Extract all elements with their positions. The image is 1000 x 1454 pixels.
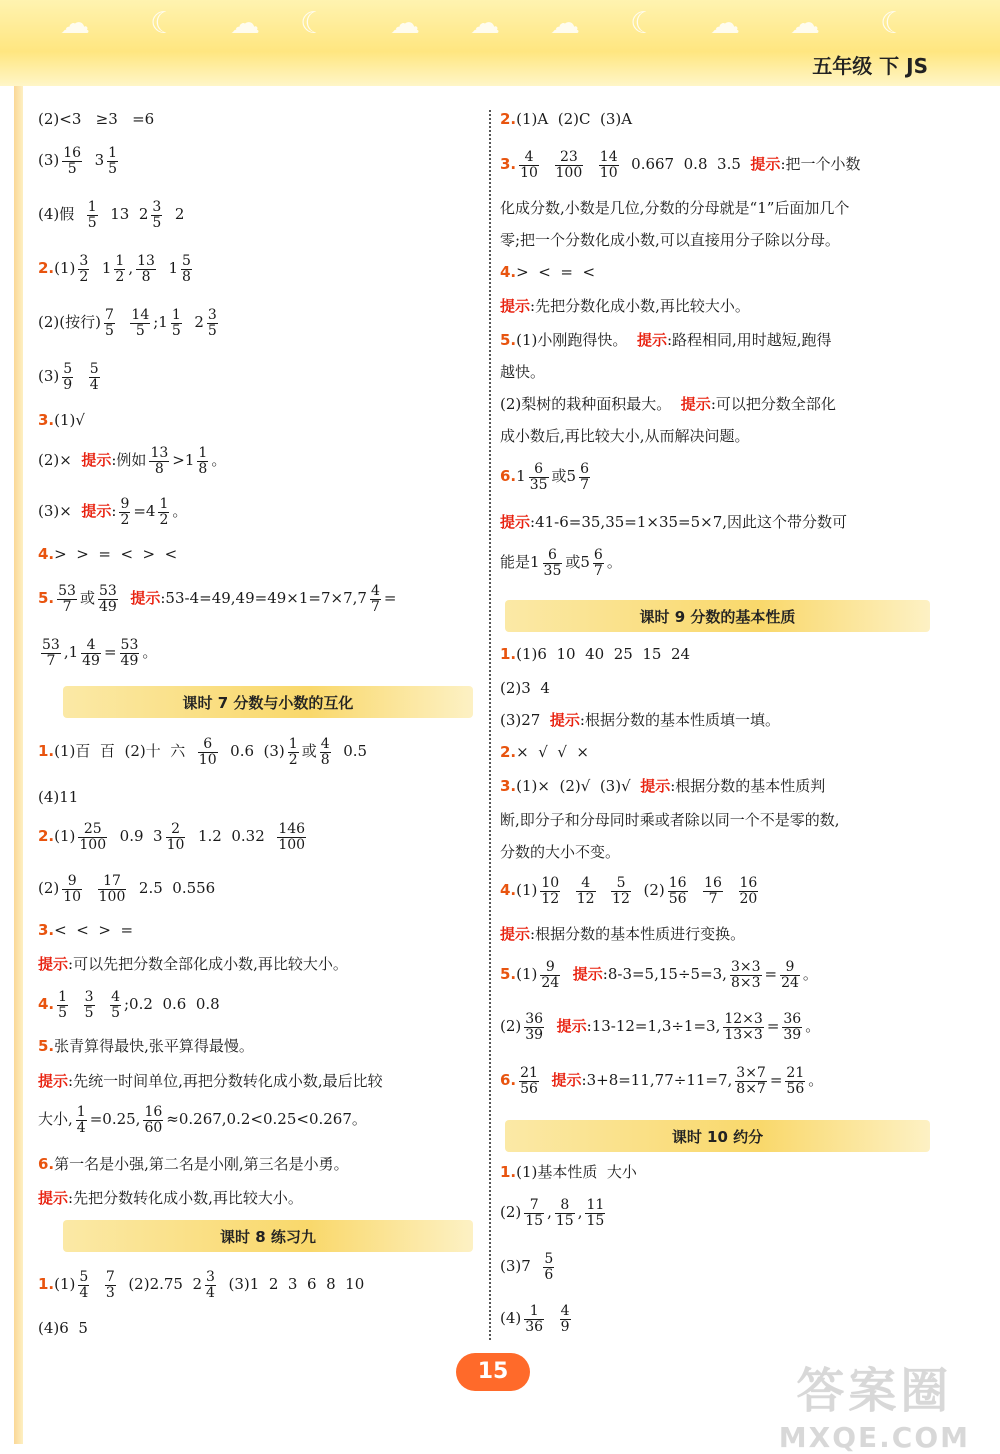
answer-line: (2) $\frac{36}{39}$ 提示:13-12=1,3÷1=3, $\frac{12\times 3}{13\times 3}$ = $\frac{36}{39}$ 。 bbox=[500, 1011, 821, 1043]
answer-line: (4)假 $\frac{1}{5}$ 13 2 $\frac{3}{5}$ 2 bbox=[38, 199, 185, 231]
answer-line: 4.(1) $\frac{10}{12}$ $\frac{4}{12}$ $\frac{5}{12}$ (2) $\frac{16}{56}$ $\frac{16}{7}$ $\frac{16}{20}$ bbox=[500, 875, 758, 907]
answer-line: 5.(1)小刚跑得快。 提示:路程相同,用时越短,跑得 bbox=[500, 331, 832, 349]
answer-line: 化成分数,小数是几位,分数的分母就是“1”后面加几个 bbox=[500, 199, 850, 217]
answer-line: 零;把一个分数化成小数,可以直接用分子除以分母。 bbox=[500, 231, 840, 249]
moon-icon: ☾ bbox=[150, 6, 177, 41]
answer-line: (2)梨树的栽种面积最大。 提示:可以把分数全部化 bbox=[500, 395, 836, 413]
answer-line: 6.1 $\frac{6}{35}$ 或5 $\frac{6}{7}$ bbox=[500, 461, 589, 493]
answer-line: 2.(1) $\frac{3}{2}$ 1 $\frac{1}{2}$ , $\frac{13}{8}$ 1 $\frac{5}{8}$ bbox=[38, 253, 191, 285]
answer-line: 6. $\frac{21}{56}$ 提示:3+8=11,77÷11=7, $\frac{3\times 7}{8\times 7}$ = $\frac{21}{56}$ 。 bbox=[500, 1065, 824, 1097]
answer-line: (3) $\frac{16}{5}$ 3 $\frac{1}{5}$ bbox=[38, 145, 118, 177]
answer-line: 5. $\frac{53}{7}$ 或 $\frac{53}{49}$ 提示:53-4=49,49=49×1=7×7,7 $\frac{4}{7}$ = bbox=[38, 583, 397, 615]
cloud-icon: ☁ bbox=[230, 6, 260, 41]
cloud-icon: ☁ bbox=[470, 6, 500, 41]
answer-line: 提示:41-6=35,35=1×35=5×7,因此这个带分数可 bbox=[500, 513, 848, 531]
answer-line: 能是1 $\frac{6}{35}$ 或5 $\frac{6}{7}$ 。 bbox=[500, 547, 622, 579]
answer-line: 提示:根据分数的基本性质进行变换。 bbox=[500, 925, 746, 943]
answer-line: 3.(1)√ bbox=[38, 411, 85, 429]
watermark bbox=[779, 1352, 970, 1454]
answer-line: (4)6 5 bbox=[38, 1319, 88, 1337]
answer-line: 2.(1) $\frac{25}{100}$ 0.9 3 $\frac{2}{10}$ 1.2 0.32 $\frac{146}{100}$ bbox=[38, 821, 306, 853]
answer-line: (2)× 提示:例如 $\frac{13}{8}$ >1 $\frac{1}{8}$ 。 bbox=[38, 445, 227, 477]
answer-line: 1.(1)基本性质 大小 bbox=[500, 1163, 637, 1181]
answer-line: 提示:先把分数转化成小数,再比较大小。 bbox=[38, 1189, 303, 1207]
answer-line: 6.第一名是小强,第二名是小刚,第三名是小勇。 bbox=[38, 1155, 349, 1173]
section-header: 课时 10 约分 bbox=[505, 1120, 930, 1152]
answer-line: 提示:先把分数化成小数,再比较大小。 bbox=[500, 297, 750, 315]
answer-line: 3.< < > = bbox=[38, 921, 134, 939]
answer-line: $\frac{53}{7}$ ,1 $\frac{4}{49}$ = $\frac{53}{49}$ 。 bbox=[42, 637, 158, 669]
answer-line: 4.> > = < > < bbox=[38, 545, 178, 563]
grade-label: 五年级 下 JS bbox=[812, 54, 928, 78]
watermark-logo: 答案圈 bbox=[796, 1363, 953, 1419]
answer-line: 2.× √ √ × bbox=[500, 743, 590, 761]
answer-line: (4) $\frac{1}{36}$ $\frac{4}{9}$ bbox=[500, 1303, 570, 1335]
answer-line: 成小数后,再比较大小,从而解决问题。 bbox=[500, 427, 750, 445]
answer-line: 3.(1)× (2)√ (3)√ 提示:根据分数的基本性质判 bbox=[500, 777, 826, 795]
answer-line: (4)11 bbox=[38, 788, 79, 806]
answer-line: 3. $\frac{4}{10}$ $\frac{23}{100}$ $\frac{14}{10}$ 0.667 0.8 3.5 提示:把一个小数 bbox=[500, 149, 861, 181]
answer-line: 4. $\frac{1}{5}$ $\frac{3}{5}$ $\frac{4}{5}$ ;0.2 0.6 0.8 bbox=[38, 989, 220, 1021]
cloud-icon: ☁ bbox=[790, 6, 820, 41]
cloud-icon: ☁ bbox=[390, 6, 420, 41]
page-number: 15 bbox=[456, 1353, 530, 1391]
answer-line: 越快。 bbox=[500, 363, 546, 381]
answer-line: (2)(按行) $\frac{7}{5}$ $\frac{14}{5}$ ;1 $\frac{1}{5}$ 2 $\frac{3}{5}$ bbox=[38, 307, 217, 339]
answer-line: (2)3 4 bbox=[500, 679, 550, 697]
answer-line: (3)× 提示: $\frac{9}{2}$ =4 $\frac{1}{2}$ 。 bbox=[38, 496, 188, 528]
cloud-icon: ☁ bbox=[60, 6, 90, 41]
answer-line: (2)<3 ≥3 =6 bbox=[38, 110, 155, 128]
answer-line: 1.(1)6 10 40 25 15 24 bbox=[500, 645, 691, 663]
answer-line: 5.(1) $\frac{9}{24}$ 提示:8-3=5,15÷5=3, $\frac{3\times 3}{8\times 3}$ = $\frac{9}{24}$ 。 bbox=[500, 959, 818, 991]
moon-icon: ☾ bbox=[630, 6, 657, 41]
answer-line: 提示:可以先把分数全部化成小数,再比较大小。 bbox=[38, 955, 348, 973]
answer-line: (2) $\frac{7}{15}$ , $\frac{8}{15}$ , $\frac{11}{15}$ bbox=[500, 1197, 605, 1229]
answer-line: 2.(1)A (2)C (3)A bbox=[500, 110, 633, 128]
page-edge bbox=[14, 0, 23, 1444]
answer-line: 1.(1) $\frac{5}{4}$ $\frac{7}{3}$ (2)2.75 2 $\frac{3}{4}$ (3)1 2 3 6 8 10 bbox=[38, 1269, 365, 1301]
section-header: 课时 7 分数与小数的互化 bbox=[63, 686, 473, 718]
moon-icon: ☾ bbox=[300, 6, 327, 41]
answer-line: (3)7 $\frac{5}{6}$ bbox=[500, 1251, 554, 1283]
column-divider bbox=[489, 110, 491, 1340]
answer-line: (3)27 提示:根据分数的基本性质填一填。 bbox=[500, 711, 780, 729]
answer-line: 分数的大小不变。 bbox=[500, 843, 621, 861]
answer-line: 大小, $\frac{1}{4}$ =0.25, $\frac{16}{60}$ ≈0.267,0.2<0.25<0.267。 bbox=[38, 1104, 367, 1136]
answer-line: 5.张青算得最快,张平算得最慢。 bbox=[38, 1037, 254, 1055]
cloud-icon: ☁ bbox=[550, 6, 580, 41]
answer-line: 提示:先统一时间单位,再把分数转化成小数,最后比较 bbox=[38, 1072, 383, 1090]
header-banner bbox=[0, 0, 1000, 86]
answer-line: 4.> < = < bbox=[500, 263, 596, 281]
answer-line: 断,即分子和分母同时乘或者除以同一个不是零的数, bbox=[500, 811, 840, 829]
answer-line: 1.(1)百 百 (2)十 六 $\frac{6}{10}$ 0.6 (3) $\frac{1}{2}$ 或 $\frac{4}{8}$ 0.5 bbox=[38, 736, 368, 768]
section-header: 课时 9 分数的基本性质 bbox=[505, 600, 930, 632]
moon-icon: ☾ bbox=[880, 6, 907, 41]
cloud-icon: ☁ bbox=[710, 6, 740, 41]
watermark-url: MXQE.COM bbox=[778, 1421, 970, 1454]
section-header: 课时 8 练习九 bbox=[63, 1220, 473, 1252]
answer-line: (2) $\frac{9}{10}$ $\frac{17}{100}$ 2.5 0.556 bbox=[38, 873, 216, 905]
answer-line: (3) $\frac{5}{9}$ $\frac{5}{4}$ bbox=[38, 361, 99, 393]
